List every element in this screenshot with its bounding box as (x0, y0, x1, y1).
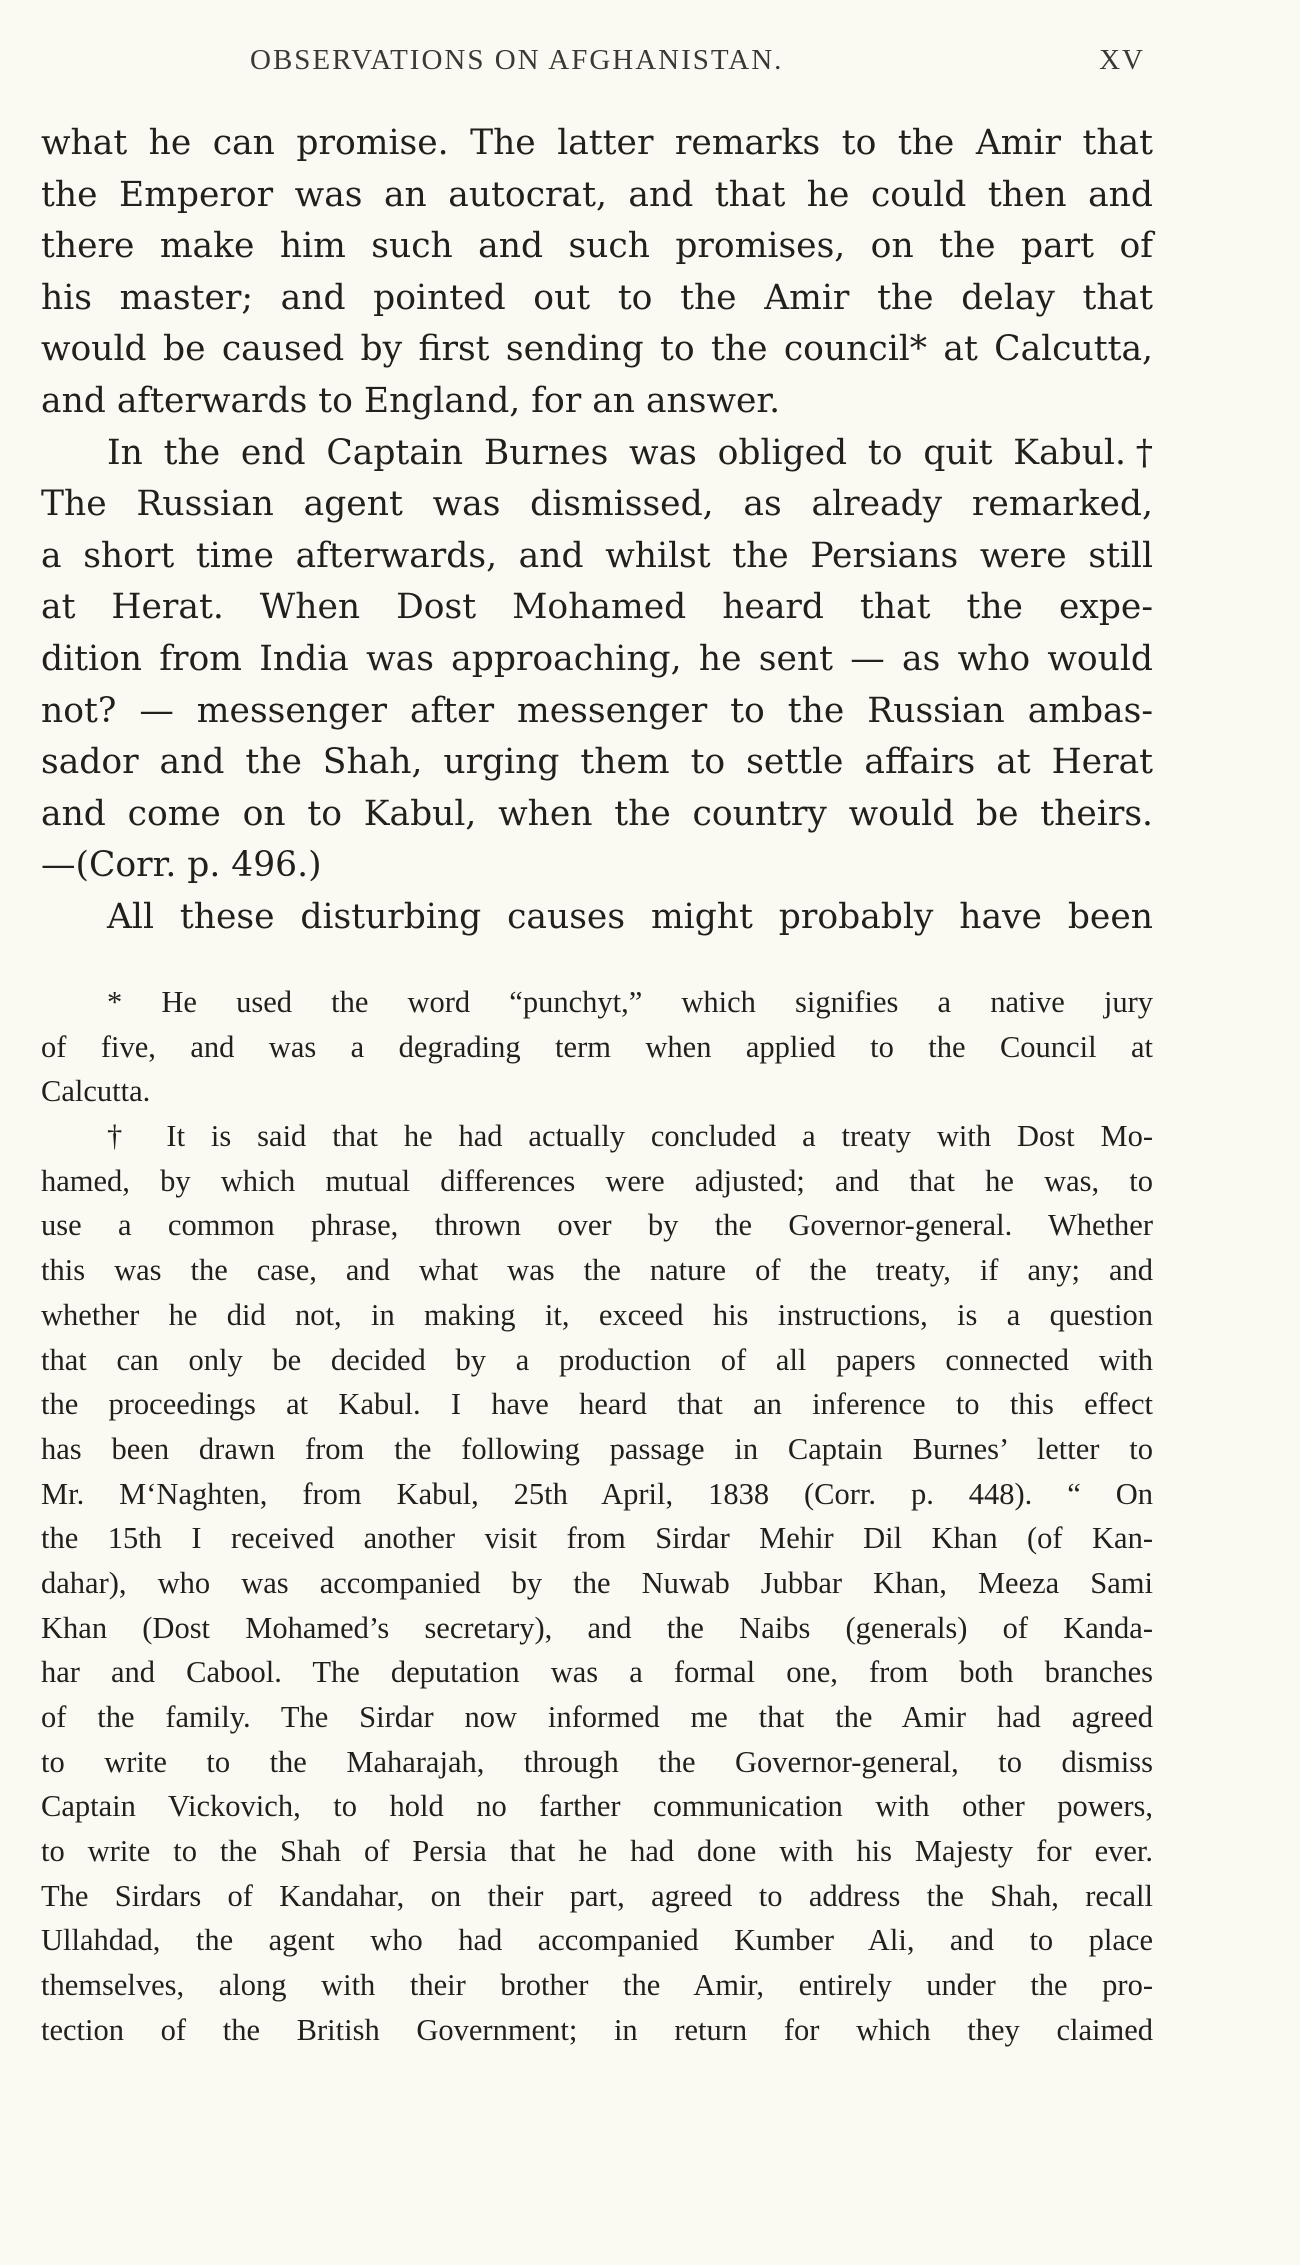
footnote-line: tection of the British Government; in return for which they claimed (41, 2012, 1153, 2047)
footnote-line: this was the case, and what was the nature of the treaty, if any; and (41, 1253, 1153, 1288)
footnote-line: of five, and was a degrading term when applied to the Council at (41, 1029, 1153, 1064)
footnote-line: that can only be decided by a production of all papers connected with (41, 1342, 1153, 1377)
footnote-line: dahar), who was accompanied by the Nuwab Jubbar Khan, Meeza Sami (41, 1565, 1153, 1600)
text-line: not? — messenger after messenger to the Russian ambas- (41, 690, 1153, 731)
main-text (41, 118, 1153, 944)
text-line: what he can promise. The latter remarks to the Amir that (41, 123, 1153, 163)
page-number: XV (1099, 44, 1145, 76)
footnote-line: the proceedings at Kabul. I have heard that an inference to this effect (41, 1387, 1153, 1422)
text-line: at Herat. When Dost Mohamed heard that the expe- (41, 587, 1153, 628)
running-title: OBSERVATIONS ON AFGHANISTAN. (250, 44, 784, 76)
footnote-line: Captain Vickovich, to hold no farther communication with other powers, (41, 1789, 1153, 1824)
footnote-line: Ullahdad, the agent who had accompanied Kumber Ali, and to place (41, 1923, 1153, 1958)
text-line: The Russian agent was dismissed, as already remarked, (41, 484, 1153, 525)
footnote-line: hamed, by which mutual differences were adjusted; and that he was, to (41, 1163, 1153, 1198)
text-line: and come on to Kabul, when the country would be theirs. (41, 793, 1153, 834)
text-line: the Emperor was an autocrat, and that he could then and (41, 174, 1153, 215)
running-head (250, 44, 1145, 77)
footnote-line: Mr. M‘Naghten, from Kabul, 25th April, 1838 (Corr. p. 448). “ On (41, 1476, 1153, 1511)
footnotes (41, 980, 1153, 2053)
text-line: and afterwards to England, for an answer. (41, 380, 781, 421)
footnote-line: has been drawn from the following passage in Captain Burnes’ letter to (41, 1431, 1153, 1466)
text-line: sador and the Shah, urging them to settle affairs at Herat (41, 742, 1153, 783)
footnote-line: har and Cabool. The deputation was a formal one, from both branches (41, 1655, 1153, 1690)
text-line: his master; and pointed out to the Amir the delay that (41, 277, 1153, 318)
footnote-line: use a common phrase, thrown over by the Governor-general. Whether (41, 1208, 1153, 1243)
footnote-line: The Sirdars of Kandahar, on their part, agreed to address the Shah, recall (41, 1878, 1153, 1913)
footnote-line: † It is said that he had actually concluded a treaty with Dost Mo- (107, 1119, 1153, 1154)
footnote-line: themselves, along with their brother the Amir, entirely under the pro- (41, 1968, 1153, 2003)
text-line: there make him such and such promises, on the part of (41, 226, 1153, 267)
text-line: a short time afterwards, and whilst the Persians were still (41, 535, 1153, 576)
footnote-line: of the family. The Sirdar now informed me that the Amir had agreed (41, 1700, 1153, 1734)
footnote-line: to write to the Shah of Persia that he had done with his Majesty for ever. (41, 1834, 1153, 1869)
footnote-line: * He used the word “punchyt,” which signifies a native jury (107, 985, 1153, 1019)
footnote-line: the 15th I received another visit from Sirdar Mehir Dil Khan (of Kan- (41, 1521, 1153, 1556)
footnote-line: whether he did not, in making it, exceed his instructions, is a question (41, 1297, 1153, 1332)
text-line: In the end Captain Burnes was obliged to quit Kabul.† (107, 432, 1153, 473)
text-line: would be caused by first sending to the council* at Calcutta, (41, 329, 1153, 370)
footnote-line: Calcutta. (41, 1074, 151, 1109)
footnote-line: Khan (Dost Mohamed’s secretary), and the Naibs (generals) of Kanda- (41, 1610, 1153, 1645)
footnote-line: to write to the Maharajah, through the Governor-general, to dismiss (41, 1744, 1153, 1779)
text-line: —(Corr. p. 496.) (41, 845, 322, 886)
text-line: dition from India was approaching, he sent — as who would (41, 638, 1153, 679)
text-line: All these disturbing causes might probably have been (107, 896, 1153, 937)
